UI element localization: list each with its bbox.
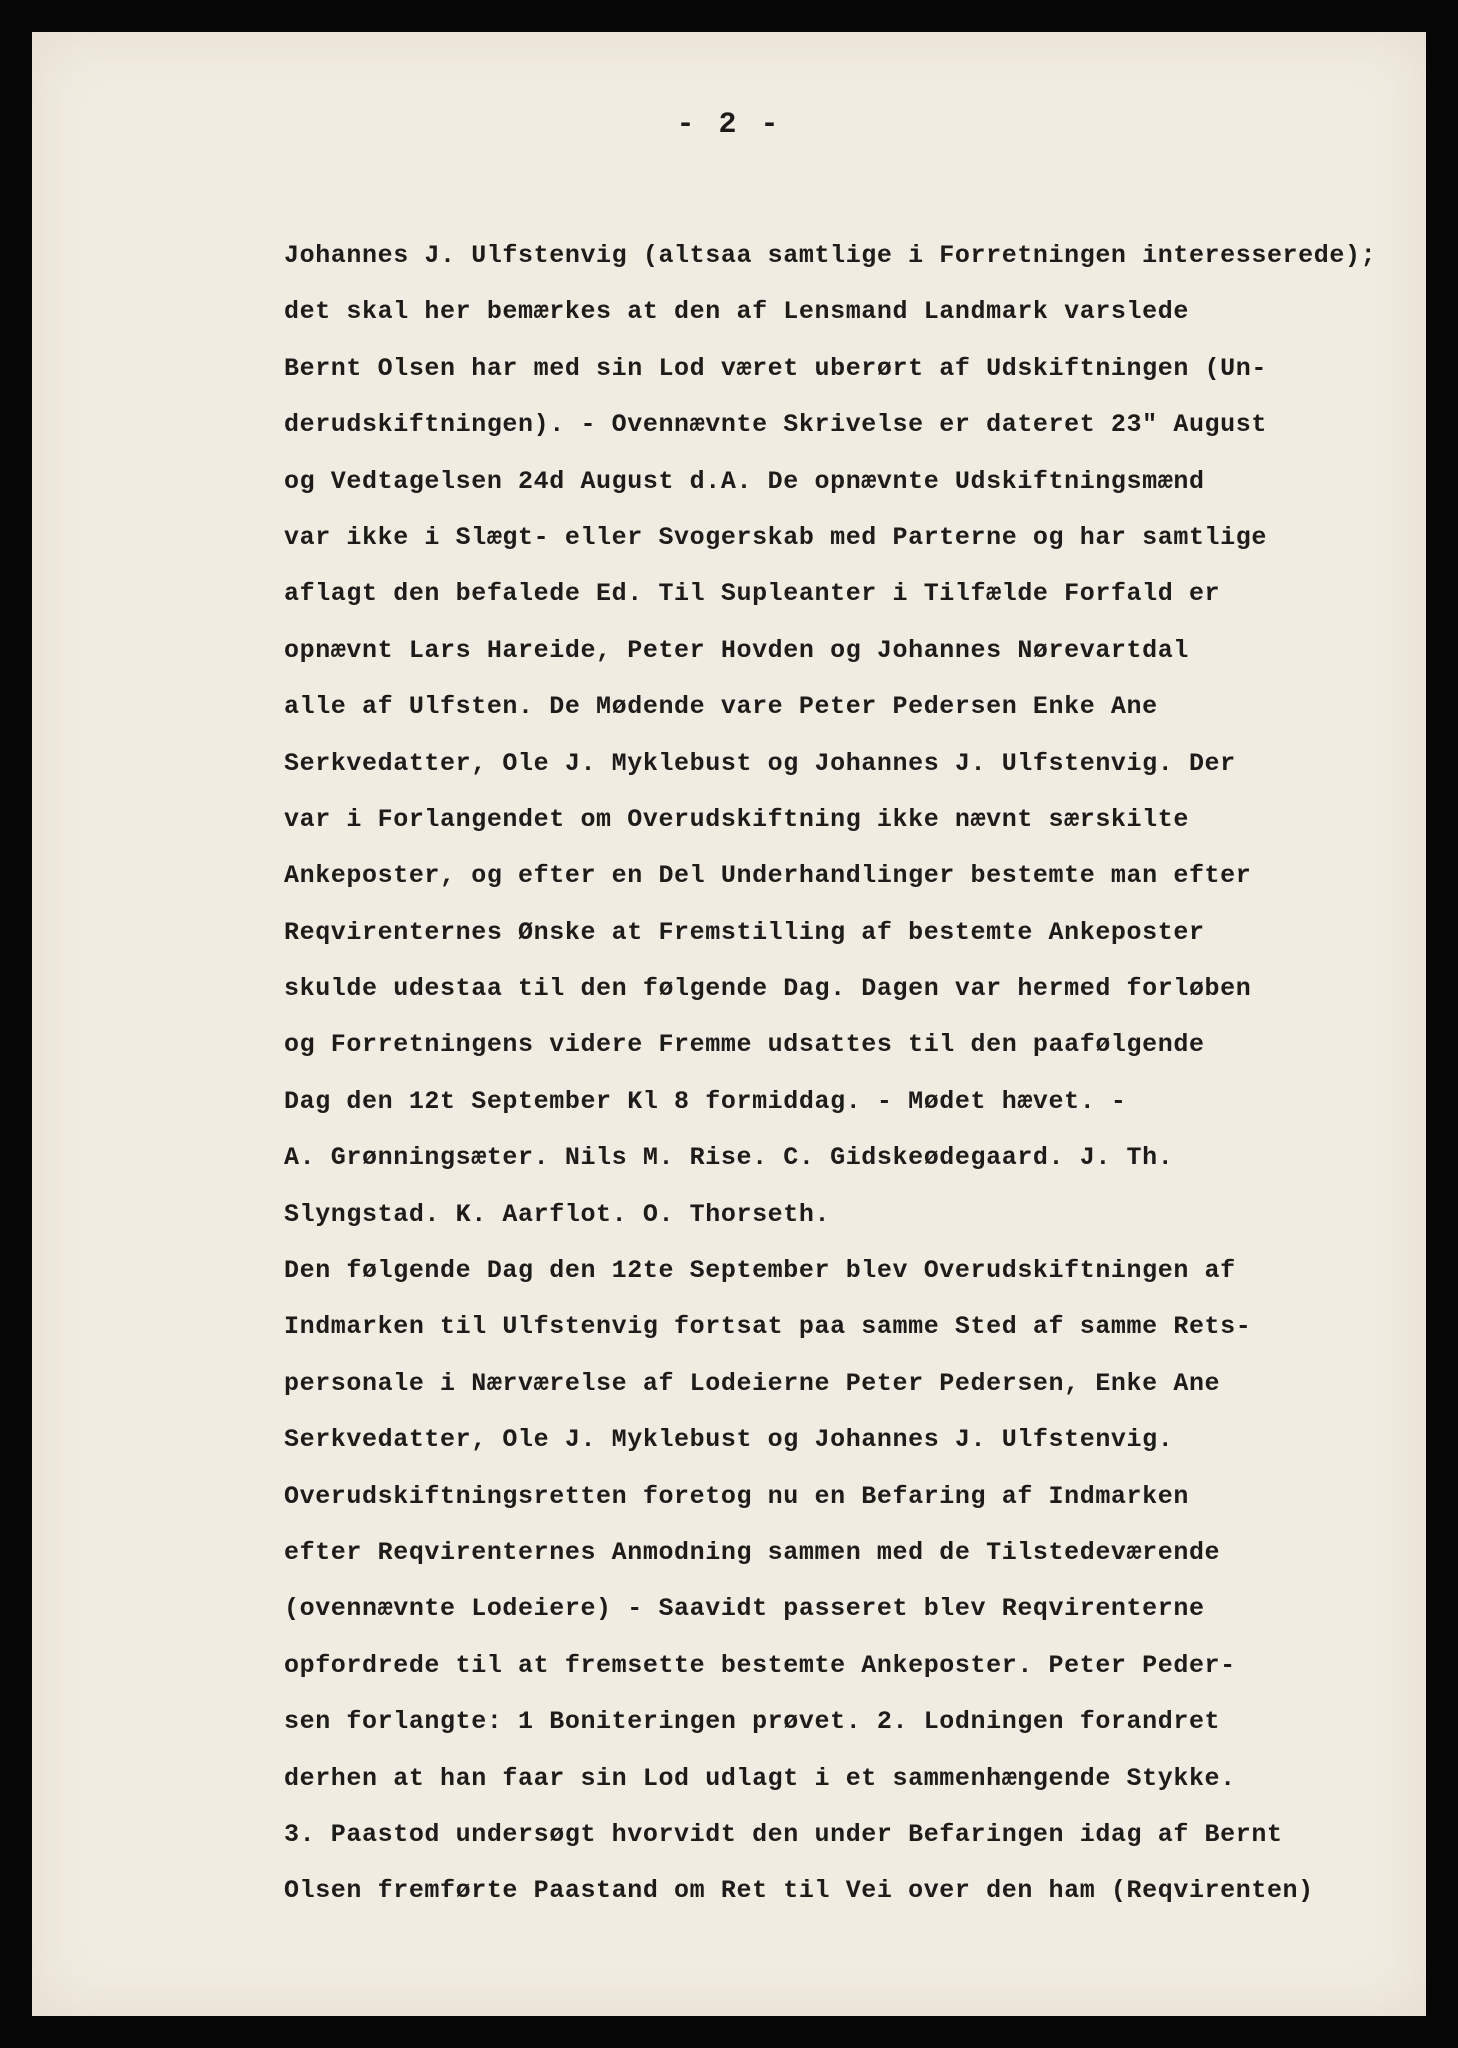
text-line: skulde udestaa til den følgende Dag. Dagen var hermed forløben: [284, 974, 1252, 1004]
text-line: Bernt Olsen har med sin Lod været uberørt af Udskiftningen (Un-: [284, 353, 1267, 383]
document-page: [32, 32, 1426, 2016]
text-line: A. Grønningsæter. Nils M. Rise. C. Gidskeødegaard. J. Th.: [284, 1143, 1174, 1173]
text-line: efter Reqvirenternes Anmodning sammen med de Tilstedeværende: [284, 1537, 1221, 1567]
text-line: opfordrede til at fremsette bestemte Ankeposter. Peter Peder-: [284, 1650, 1236, 1680]
text-line: Dag den 12t September Kl 8 formiddag. - Mødet hævet. -: [284, 1086, 1127, 1116]
text-line: derudskiftningen). - Ovennævnte Skrivelse er dateret 23" August: [284, 410, 1267, 440]
text-line: Reqvirenternes Ønske at Fremstilling af bestemte Ankeposter: [284, 917, 1205, 947]
document-body: [284, 228, 1394, 1920]
text-line: aflagt den befalede Ed. Til Supleanter i Tilfælde Forfald er: [284, 579, 1221, 609]
text-line: var i Forlangendet om Overudskiftning ikke nævnt særskilte: [284, 804, 1189, 834]
text-line: Slyngstad. K. Aarflot. O. Thorseth.: [284, 1199, 831, 1229]
text-line: personale i Nærværelse af Lodeierne Peter Pedersen, Enke Ane: [284, 1368, 1221, 1398]
text-line: derhen at han faar sin Lod udlagt i et sammenhængende Stykke.: [284, 1763, 1236, 1793]
text-line: Johannes J. Ulfstenvig (altsaa samtlige i Forretningen interesserede);: [284, 241, 1377, 270]
text-line: det skal her bemærkes at den af Lensmand Landmark varslede: [284, 297, 1189, 327]
text-line: Overudskiftningsretten foretog nu en Befaring af Indmarken: [284, 1481, 1189, 1511]
text-line: Ankeposter, og efter en Del Underhandlinger bestemte man efter: [284, 861, 1252, 891]
text-line: Indmarken til Ulfstenvig fortsat paa samme Sted af samme Rets-: [284, 1312, 1252, 1342]
text-line: opnævnt Lars Hareide, Peter Hovden og Johannes Nørevartdal: [284, 635, 1189, 665]
text-line: og Forretningens videre Fremme udsattes til den paafølgende: [284, 1030, 1205, 1060]
text-line: Serkvedatter, Ole J. Myklebust og Johannes J. Ulfstenvig. Der: [284, 748, 1236, 778]
text-line: Serkvedatter, Ole J. Myklebust og Johannes J. Ulfstenvig.: [284, 1425, 1174, 1455]
text-line: 3. Paastod undersøgt hvorvidt den under Befaringen idag af Bernt: [284, 1819, 1283, 1849]
text-line: (ovennævnte Lodeiere) - Saavidt passeret blev Reqvirenterne: [284, 1594, 1205, 1624]
page-number: - 2 -: [676, 108, 782, 142]
text-line: alle af Ulfsten. De Mødende vare Peter Pedersen Enke Ane: [284, 692, 1158, 722]
text-line: var ikke i Slægt- eller Svogerskab med Parterne og har samtlige: [284, 522, 1267, 552]
text-line: Den følgende Dag den 12te September blev Overudskiftningen af: [284, 1256, 1236, 1286]
text-line: og Vedtagelsen 24d August d.A. De opnævnte Udskiftningsmænd: [284, 466, 1205, 496]
text-line: Olsen fremførte Paastand om Ret til Vei over den ham (Reqvirenten): [284, 1876, 1314, 1906]
text-line: sen forlangte: 1 Boniteringen prøvet. 2. Lodningen forandret: [284, 1707, 1221, 1737]
